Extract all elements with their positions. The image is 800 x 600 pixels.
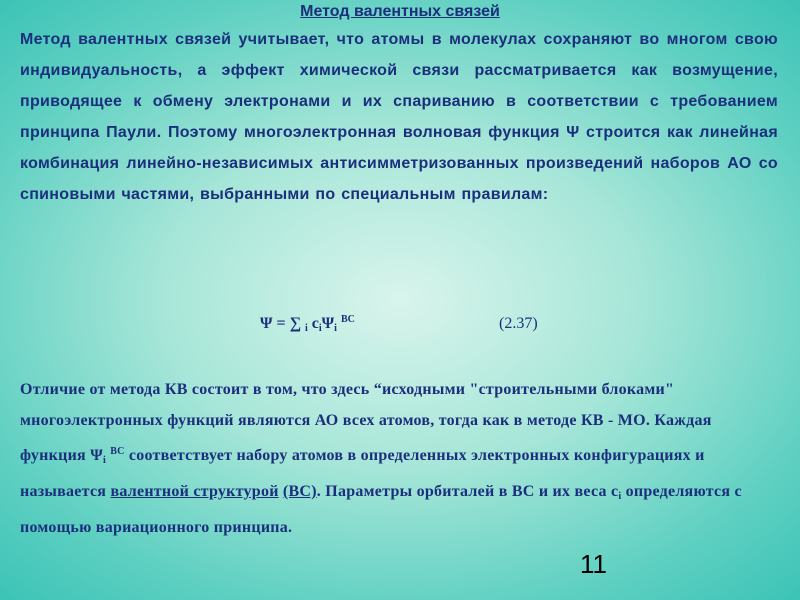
formula-psi: Ψ <box>321 315 335 332</box>
equation-number: (2.37) <box>499 315 538 332</box>
p2-psi-sup: ВС <box>110 446 125 457</box>
slide-title: Метод валентных связей <box>300 3 500 20</box>
page-number: 11 <box>580 549 607 579</box>
intro-paragraph: Метод валентных связей учитывает, что атомы в молекулах сохраняют во многом свою индивидуальность, а эффект химической связи рассматривается как возмущение, приводящее к обмену электронами и их спариванию в соответствии с требованием принципа Паули. Поэтому многоэлектронная волновая функция Ψ строится как линейная комбинация линейно-независимых антисимметризованных произведений наборов АО со спиновыми частями, выбранными по специальным правилам: <box>20 31 778 203</box>
formula-lhs: Ψ = ∑ <box>260 315 301 332</box>
p2-c-index: i <box>618 491 622 502</box>
valence-structure-link[interactable]: валентной структурой <box>110 483 279 500</box>
p2-text-4: . Параметры орбиталей в ВС и их веса c <box>316 483 619 500</box>
p2-text-2: соответствует набору атомов в определенных электронных конфигурациях и называется <box>20 447 705 500</box>
formula-psi-index: i <box>334 323 337 334</box>
second-paragraph <box>20 374 760 543</box>
formula-sum-index: i <box>305 323 308 334</box>
formula-coef: c <box>311 315 319 332</box>
wavefunction-formula <box>260 314 355 334</box>
formula-psi-sup: ВС <box>340 314 355 325</box>
p2-psi-index: i <box>102 455 106 466</box>
p2-text-5: определяются с помощью вариационного принципа. <box>20 483 742 536</box>
vs-abbrev-link[interactable]: (ВС) <box>282 483 317 500</box>
p2-text-1: Отличие от метода КВ состоит в том, что здесь “исходными "строительными блоками" многоэлектронных функций являются АО всех атомов, тогда как в методе КВ - МО. Каждая функция Ψ <box>20 381 712 464</box>
formula-coef-index: i <box>318 323 322 334</box>
